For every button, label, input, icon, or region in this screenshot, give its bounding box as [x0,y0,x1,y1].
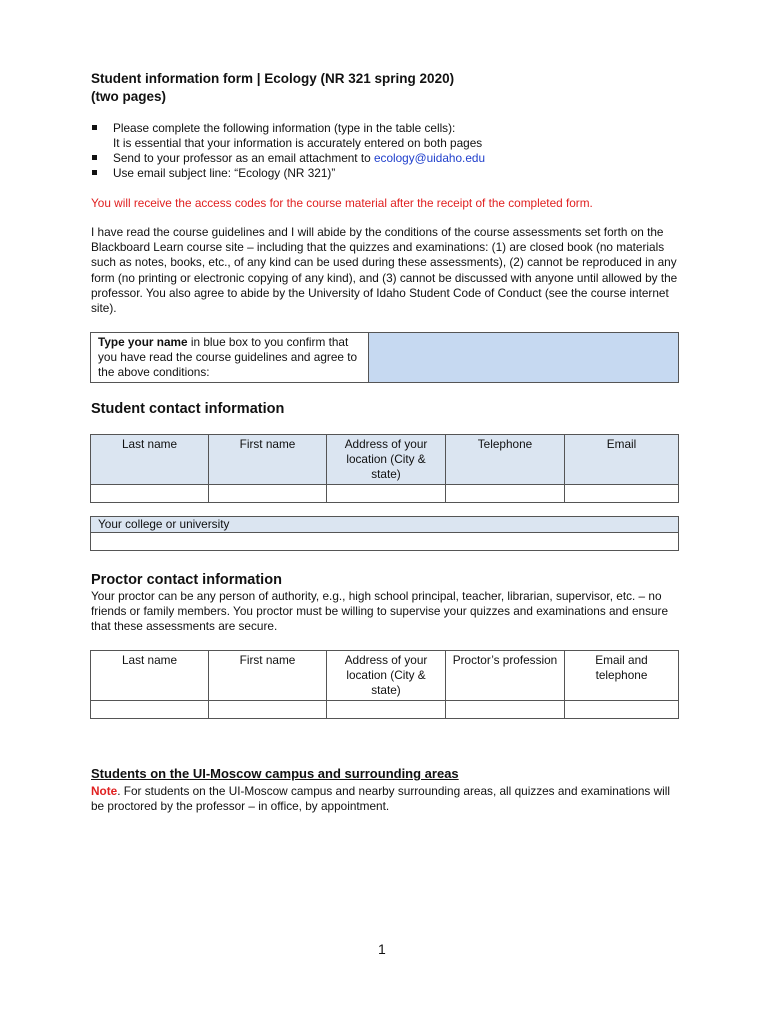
proctor-last-name-input[interactable] [91,701,209,719]
form-title [91,70,691,106]
title-line-1: Student information form | Ecology (NR 321 spring 2020) [91,71,455,86]
address-input[interactable] [327,485,446,503]
college-input[interactable] [91,533,679,551]
column-header: Proctor’s profession [446,651,565,701]
proctor-profession-input[interactable] [446,701,565,719]
column-header: Email [565,435,679,485]
instruction-list [91,121,691,181]
moscow-campus-heading: Students on the UI-Moscow campus and surrounding areas [91,766,459,781]
proctor-contact-table [90,650,679,719]
proctor-contact-heading: Proctor contact information [91,572,282,588]
column-header: Telephone [446,435,565,485]
column-header: Address of your location (City & state) [327,435,446,485]
student-contact-heading: Student contact information [91,401,285,417]
name-box-label: Type your name in blue box to you confirm that you have read the course guidelines and agree to the above conditions: [91,333,369,383]
column-header: First name [209,651,327,701]
name-input-cell[interactable] [369,333,679,383]
bullet-square-icon [92,155,97,160]
moscow-note: Note. For students on the UI-Moscow campus and nearby surrounding areas, all quizzes and examinations will be proctored by the professor – in office, by appointment. [91,784,670,814]
column-header: Last name [91,435,209,485]
list-item: Send to your professor as an email attachment to ecology@uidaho.edu [91,151,691,166]
college-table [90,516,679,551]
proctor-description: Your proctor can be any person of authority, e.g., high school principal, teacher, librarian, supervisor, etc. – no friends or family members. You proctor must be willing to supervise your quizzes and examinations and ensure that these assessments are secure. [91,589,669,634]
bullet-square-icon [92,125,97,130]
column-header: First name [209,435,327,485]
proctor-address-input[interactable] [327,701,446,719]
telephone-input[interactable] [446,485,565,503]
student-contact-table [90,434,679,503]
college-label: Your college or university [91,517,679,533]
name-confirmation-table [90,332,679,383]
first-name-input[interactable] [209,485,327,503]
proctor-first-name-input[interactable] [209,701,327,719]
list-item: Please complete the following information (type in the table cells): It is essential that your information is accurately entered on both pages [91,121,691,151]
title-line-2: (two pages) [91,89,167,104]
page-number: 1 [378,941,386,957]
note-label: Note [91,784,118,798]
access-notice: You will receive the access codes for the course material after the receipt of the completed form. [91,196,593,210]
agreement-paragraph: I have read the course guidelines and I will abide by the conditions of the course assessments set forth on the Blackboard Learn course site – including that the quizzes and examinations: (1) are closed book (no materials such as notes, books, etc., of any kind can be used during these assessments), (2) cannot be reproduced in any form (no printing or electronic copying of any kind), and (3) cannot be discussed with anyone until allowed by the professor. You also agree to abide by the University of Idaho Student Code of Conduct (see the course internet site). [91,225,678,316]
email-input[interactable] [565,485,679,503]
bullet-square-icon [92,170,97,175]
column-header: Email and telephone [565,651,679,701]
email-link[interactable]: ecology@uidaho.edu [373,151,486,165]
last-name-input[interactable] [91,485,209,503]
proctor-email-telephone-input[interactable] [565,701,679,719]
list-item: Use email subject line: “Ecology (NR 321)” [91,166,691,181]
column-header: Address of your location (City & state) [327,651,446,701]
column-header: Last name [91,651,209,701]
